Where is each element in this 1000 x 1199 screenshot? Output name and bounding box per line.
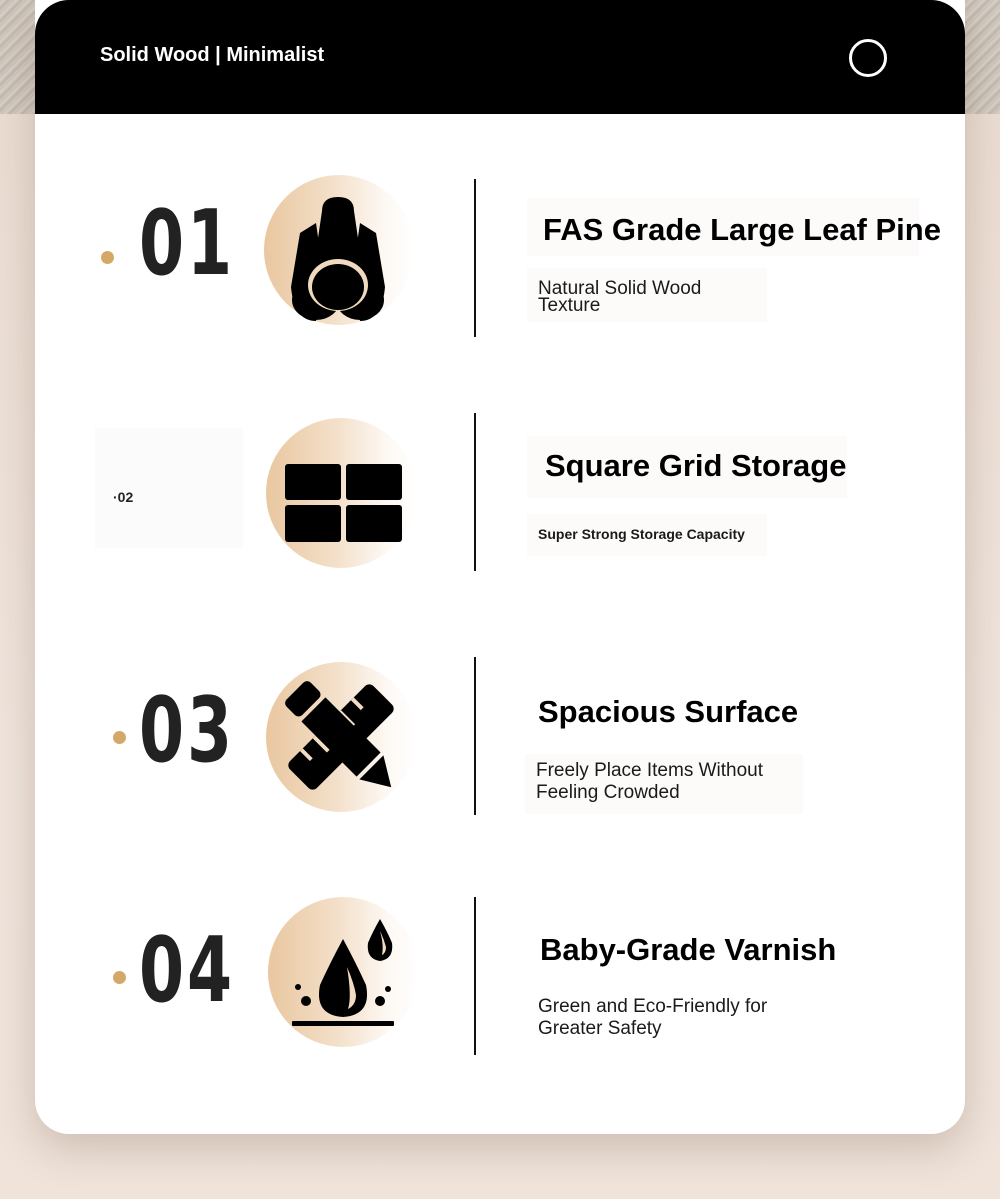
feature-title: Square Grid Storage bbox=[545, 448, 847, 483]
circle-outline-icon[interactable] bbox=[849, 39, 887, 77]
feature-desc-line-1: Green and Eco-Friendly for bbox=[538, 996, 768, 1017]
feature-row-2 bbox=[35, 408, 965, 568]
feature-number: ·02 bbox=[113, 489, 134, 505]
feature-desc-line-2: Feeling Crowded bbox=[536, 782, 680, 803]
feature-card bbox=[35, 0, 965, 1134]
feature-title: Spacious Surface bbox=[538, 694, 799, 729]
feature-number: 04 bbox=[139, 918, 235, 1023]
feature-title: FAS Grade Large Leaf Pine bbox=[543, 212, 941, 247]
feature-desc-line-1: Natural Solid Wood bbox=[538, 278, 702, 299]
vertical-divider bbox=[474, 657, 476, 815]
feature-number: 01 bbox=[139, 191, 235, 296]
number-tile bbox=[95, 428, 243, 548]
feature-icon-circle bbox=[266, 418, 416, 568]
accent-dot bbox=[113, 731, 126, 744]
feature-number: 03 bbox=[139, 678, 235, 783]
vertical-divider bbox=[474, 179, 476, 337]
vertical-divider bbox=[474, 897, 476, 1055]
pencil-ruler-icon bbox=[266, 662, 416, 812]
feature-row-1 bbox=[35, 170, 965, 330]
feature-row-3 bbox=[35, 650, 965, 810]
feature-title: Baby-Grade Varnish bbox=[540, 932, 837, 967]
grid-storage-icon bbox=[266, 418, 416, 568]
wood-logs-icon bbox=[264, 175, 414, 325]
feature-icon-circle bbox=[268, 897, 418, 1047]
feature-desc-line-1: Super Strong Storage Capacity bbox=[538, 526, 745, 542]
water-drops-icon bbox=[268, 897, 418, 1047]
feature-icon-circle bbox=[266, 662, 416, 812]
header-bar bbox=[35, 0, 965, 114]
feature-desc-line-1: Freely Place Items Without bbox=[536, 760, 764, 781]
feature-row-4 bbox=[35, 890, 965, 1050]
vertical-divider bbox=[474, 413, 476, 571]
accent-dot bbox=[113, 971, 126, 984]
feature-desc-line-2: Texture bbox=[538, 295, 601, 316]
accent-dot bbox=[101, 251, 114, 264]
feature-desc-line-2: Greater Safety bbox=[538, 1018, 662, 1039]
header-title: Solid Wood | Minimalist bbox=[100, 44, 325, 66]
feature-icon-circle bbox=[264, 175, 414, 325]
